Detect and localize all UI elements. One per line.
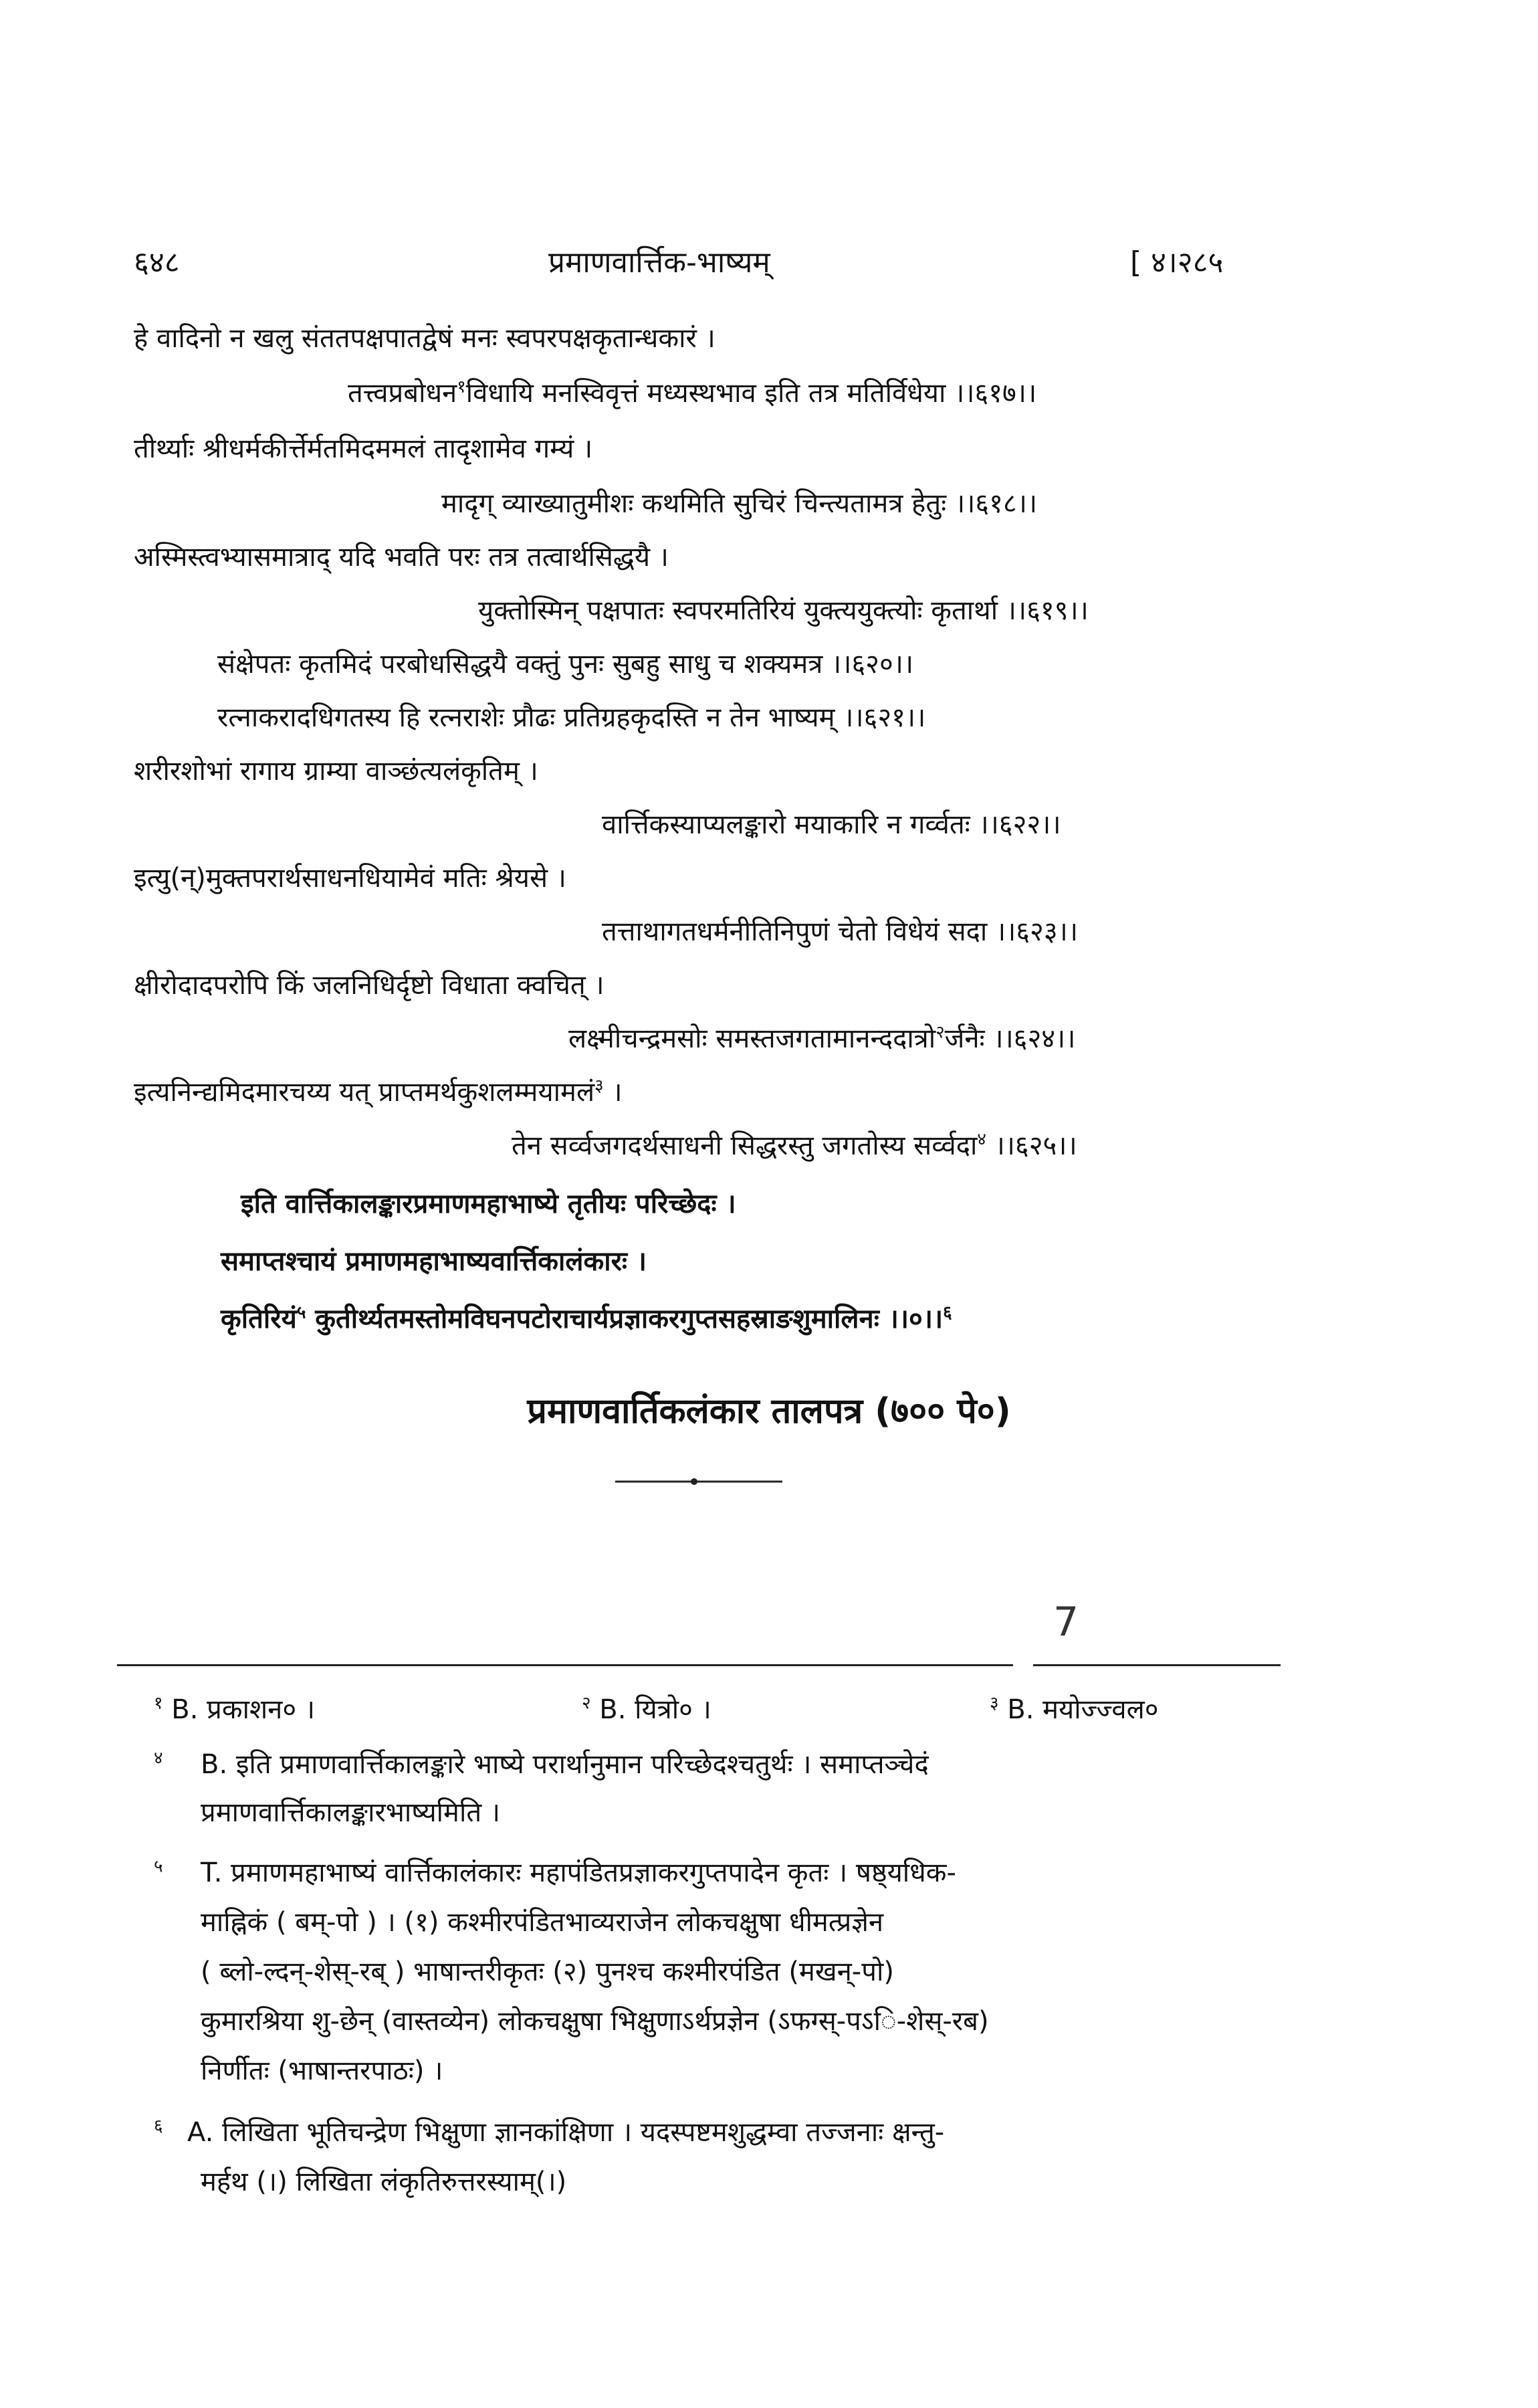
verse-line: अस्मिस्त्वभ्यासमात्राद् यदि भवति परः तत्र तत्वार्थसिद्धयै । — [134, 542, 669, 573]
footnote-line: निर्णीतः (भाषान्तरपाठः) । — [201, 2055, 443, 2086]
footnote-number: ६ — [154, 2116, 163, 2136]
verse-line: तत्ताथागतधर्मनीतिनिपुणं चेतो विधेयं सदा ।।६२३।। — [602, 916, 1078, 947]
verse-line: युक्तोस्मिन् पक्षपातः स्वपरमतिरियं युक्त्ययुक्त्योः कृतार्था ।।६१९।। — [478, 595, 1089, 626]
running-title: प्रमाणवार्त्तिक-भाष्यम् — [548, 245, 770, 280]
footnote: $^३$ B. मयोज्ज्वल० — [990, 1693, 1159, 1725]
verse-line: रत्नाकरादधिगतस्य हि रत्नराशेः प्रौढः प्रतिग्रहकृदस्ति न तेन भाष्यम् ।।६२१।। — [217, 702, 926, 733]
footnote-line: A. लिखिता भूतिचन्द्रेण भिक्षुणा ज्ञानकांक्षिणा । यदस्पष्टमशुद्धम्वा तज्जनाः क्षन्तु- — [187, 2117, 945, 2148]
footnote-ref: १ — [457, 377, 466, 397]
verse-line: तत्त्वप्रबोधन$^१$विधायि मनस्विवृत्तं मध्यस्थभाव इति तत्र मतिर्विधेया ।।६१७।। — [348, 377, 1037, 409]
footnote-number: ५ — [154, 1856, 163, 1877]
footnote-line: ( ब्लो-ल्दन्-शेस्-रब् ) भाषान्तरीकृतः (२) पुनश्च कश्मीरपंडित (मखन्-पो) — [201, 1956, 894, 1987]
footnote-number: ३ — [990, 1693, 999, 1714]
verse-line: हे वादिनो न खलु संततपक्षपातद्वेषं मनः स्वपरपक्षकृतान्धकारं । — [134, 323, 716, 354]
section-reference: [ ४।२८५ — [1130, 245, 1224, 280]
verse-line: वार्त्तिकस्याप्यलङ्कारो मयाकारि न गर्व्वतः ।।६२२।। — [602, 809, 1061, 840]
colophon-line: कृतिरियं$^५$ कुतीर्थ्यतमस्तोमविघनपटोराचार्यप्रज्ञाकरगुप्तसहस्राङशुमालिनः ।।०।।$^६$ — [221, 1302, 952, 1334]
footnote-number: २ — [582, 1693, 591, 1714]
footnote-line: माह्निकं ( बम्-पो ) । (१) कश्मीरपंडितभाव्यराजेन लोकचक्षुषा धीमत्प्रज्ञेन — [201, 1907, 884, 1938]
colophon-line: इति वार्त्तिकालङ्कारप्रमाणमहाभाष्ये तृतीयः परिच्छेदः । — [241, 1189, 736, 1219]
footnote-line: कुमारश्रिया शु-छेन् (वास्तव्येन) लोकचक्षुषा भिक्षुणाऽर्थप्रज्ञेन (ऽफग्स्-पऽि-शेस्-रब) — [201, 2006, 989, 2037]
verse-line: तीर्थ्याः श्रीधर्मकीर्त्तेर्मतमिदममलं तादृशामेव गम्यं । — [134, 433, 593, 464]
colophon-line: समाप्तश्चायं प्रमाणमहाभाष्यवार्त्तिकालंकारः । — [221, 1246, 647, 1277]
ornamental-rule — [615, 1478, 782, 1485]
section-heading: प्रमाणवार्तिकलंकार तालपत्र (७०० पे०) — [527, 1391, 1011, 1431]
verse-line: मादृग् व्याख्यातुमीशः कथमिति सुचिरं चिन्त्यतामत्र हेतुः ।।६१८।। — [441, 488, 1038, 519]
footnote-line: B. इति प्रमाणवार्त्तिकालङ्कारे भाष्ये परार्थानुमान परिच्छेदश्चतुर्थः । समाप्तञ्चेदं — [201, 1749, 929, 1780]
footnote-ref: ६ — [943, 1302, 952, 1323]
footnote-ref: ५ — [296, 1302, 306, 1323]
verse-line: शरीरशोभां रागाय ग्राम्या वाञ्छंत्यलंकृतिम् । — [134, 756, 538, 787]
footnote-rule — [1033, 1664, 1281, 1666]
footnote-ref: २ — [936, 1022, 945, 1043]
footnote-line: मर्हथ (।) लिखिता लंकृतिरुत्तरस्याम्(।) — [201, 2167, 567, 2197]
footnote: $^१$ B. प्रकाशन० । — [154, 1693, 316, 1725]
verse-line: तेन सर्व्वजगदर्थसाधनी सिद्धरस्तु जगतोस्य सर्व्वदा$^४$ ।।६२५।। — [512, 1129, 1077, 1161]
footnote: $^२$ B. यित्रो० । — [582, 1693, 711, 1725]
footnote-ref: ४ — [977, 1129, 986, 1150]
verse-line: क्षीरोदादपरोपि किं जलनिधिर्दृष्टो विधाता क्वचित् । — [134, 970, 605, 1001]
verse-line: संक्षेपतः कृतमिदं परबोधसिद्धयै वक्तुं पुनः सुबहु साधु च शक्यमत्र ।।६२०।। — [217, 649, 914, 680]
footnote-ref: ३ — [594, 1076, 604, 1096]
verse-line: लक्ष्मीचन्द्रमसोः समस्तजगतामानन्ददात्रो$^२$र्जनैः ।।६२४।। — [568, 1022, 1076, 1054]
footnote-number: ४ — [154, 1748, 163, 1769]
footnote-number: १ — [154, 1693, 163, 1714]
page-number: ६४८ — [134, 245, 180, 280]
footnote-line: T. प्रमाणमहाभाष्यं वार्त्तिकालंकारः महापंडितप्रज्ञाकरगुप्तपादेन कृतः । षष्ठ्यधिक- — [201, 1858, 956, 1888]
margin-mark: 7 — [1053, 1599, 1079, 1645]
verse-line: इत्यनिन्द्यमिदमारचय्य यत् प्राप्तमर्थकुशलम्मयामलं$^३$ । — [134, 1076, 623, 1108]
footnote-line: प्रमाणवार्त्तिकालङ्कारभाष्यमिति । — [201, 1797, 500, 1828]
footnote-rule — [117, 1664, 1013, 1666]
verse-line: इत्यु(न्)मुक्तपरार्थसाधनधियामेवं मतिः श्रेयसे । — [134, 863, 566, 894]
